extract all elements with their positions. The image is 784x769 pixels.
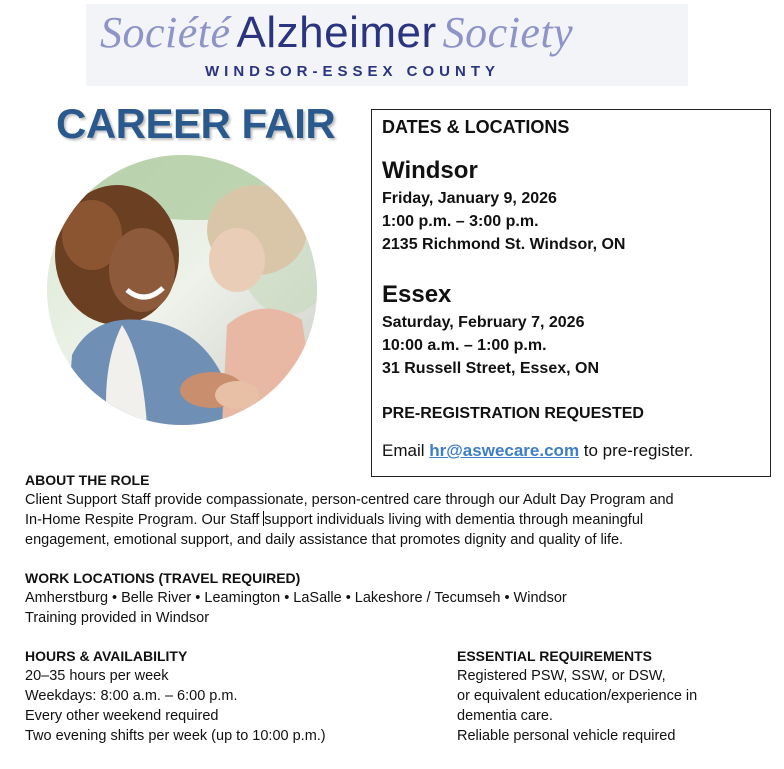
essex-address: 31 Russell Street, Essex, ON xyxy=(382,360,599,377)
work-training: Training provided in Windsor xyxy=(25,610,210,626)
requirements-list xyxy=(457,666,697,746)
logo-text-alzheimer: Alzheimer xyxy=(236,8,437,57)
windsor-city: Windsor xyxy=(382,157,478,184)
logo-subtitle: WINDSOR-ESSEX COUNTY xyxy=(205,63,501,80)
requirement-line: Reliable personal vehicle required xyxy=(457,728,676,744)
requirement-line: dementia care. xyxy=(457,708,553,724)
about-line-2 xyxy=(25,510,674,530)
hours-line: Weekdays: 8:00 a.m. – 6:00 p.m. xyxy=(25,688,238,704)
requirement-line: or equivalent education/experience in xyxy=(457,688,698,704)
about-line-1: Client Support Staff provide compassionate, person-centred care through our Adult Day Program and xyxy=(25,492,674,508)
email-suffix: to pre-register. xyxy=(579,441,694,460)
dates-locations-box xyxy=(371,109,771,477)
essex-city: Essex xyxy=(382,281,452,308)
hours-line: Two evening shifts per week (up to 10:00 p.m.) xyxy=(25,728,326,744)
windsor-address: 2135 Richmond St. Windsor, ON xyxy=(382,236,626,253)
work-locations: Amherstburg • Belle River • Leamington • LaSalle • Lakeshore / Tecumseh • Windsor xyxy=(25,590,567,606)
about-text xyxy=(25,490,674,550)
dates-heading: DATES & LOCATIONS xyxy=(382,117,570,137)
requirements-heading: ESSENTIAL REQUIREMENTS xyxy=(457,648,652,664)
about-line-3: engagement, emotional support, and daily assistance that promotes dignity and quality of life. xyxy=(25,532,624,548)
hours-heading: HOURS & AVAILABILITY xyxy=(25,648,188,664)
page-title: CAREER FAIR xyxy=(56,100,336,147)
work-heading: WORK LOCATIONS (TRAVEL REQUIRED) xyxy=(25,570,301,586)
about-line-2a: In-Home Respite Program. Our Staff xyxy=(25,512,264,528)
hours-line: 20–35 hours per week xyxy=(25,668,169,684)
work-text xyxy=(25,588,567,628)
requirement-line: Registered PSW, SSW, or DSW, xyxy=(457,668,666,684)
email-link[interactable]: hr@aswecare.com xyxy=(429,441,580,460)
hours-list xyxy=(25,666,326,746)
windsor-date: Friday, January 9, 2026 xyxy=(382,190,557,207)
preregistration-heading: PRE-REGISTRATION REQUESTED xyxy=(382,405,644,422)
about-line-2b: support individuals living with dementia through meaningful xyxy=(264,512,644,528)
society-logo xyxy=(100,8,690,58)
essex-date: Saturday, February 7, 2026 xyxy=(382,314,585,331)
essex-time: 10:00 a.m. – 1:00 p.m. xyxy=(382,337,547,354)
logo-text-society: Society xyxy=(442,8,574,57)
logo-text-french: Société xyxy=(100,8,231,57)
hours-line: Every other weekend required xyxy=(25,708,219,724)
email-prefix: Email xyxy=(382,441,430,460)
email-instruction xyxy=(382,441,693,461)
about-heading: ABOUT THE ROLE xyxy=(25,472,150,488)
windsor-time: 1:00 p.m. – 3:00 p.m. xyxy=(382,213,539,230)
caregiver-photo xyxy=(47,155,317,425)
